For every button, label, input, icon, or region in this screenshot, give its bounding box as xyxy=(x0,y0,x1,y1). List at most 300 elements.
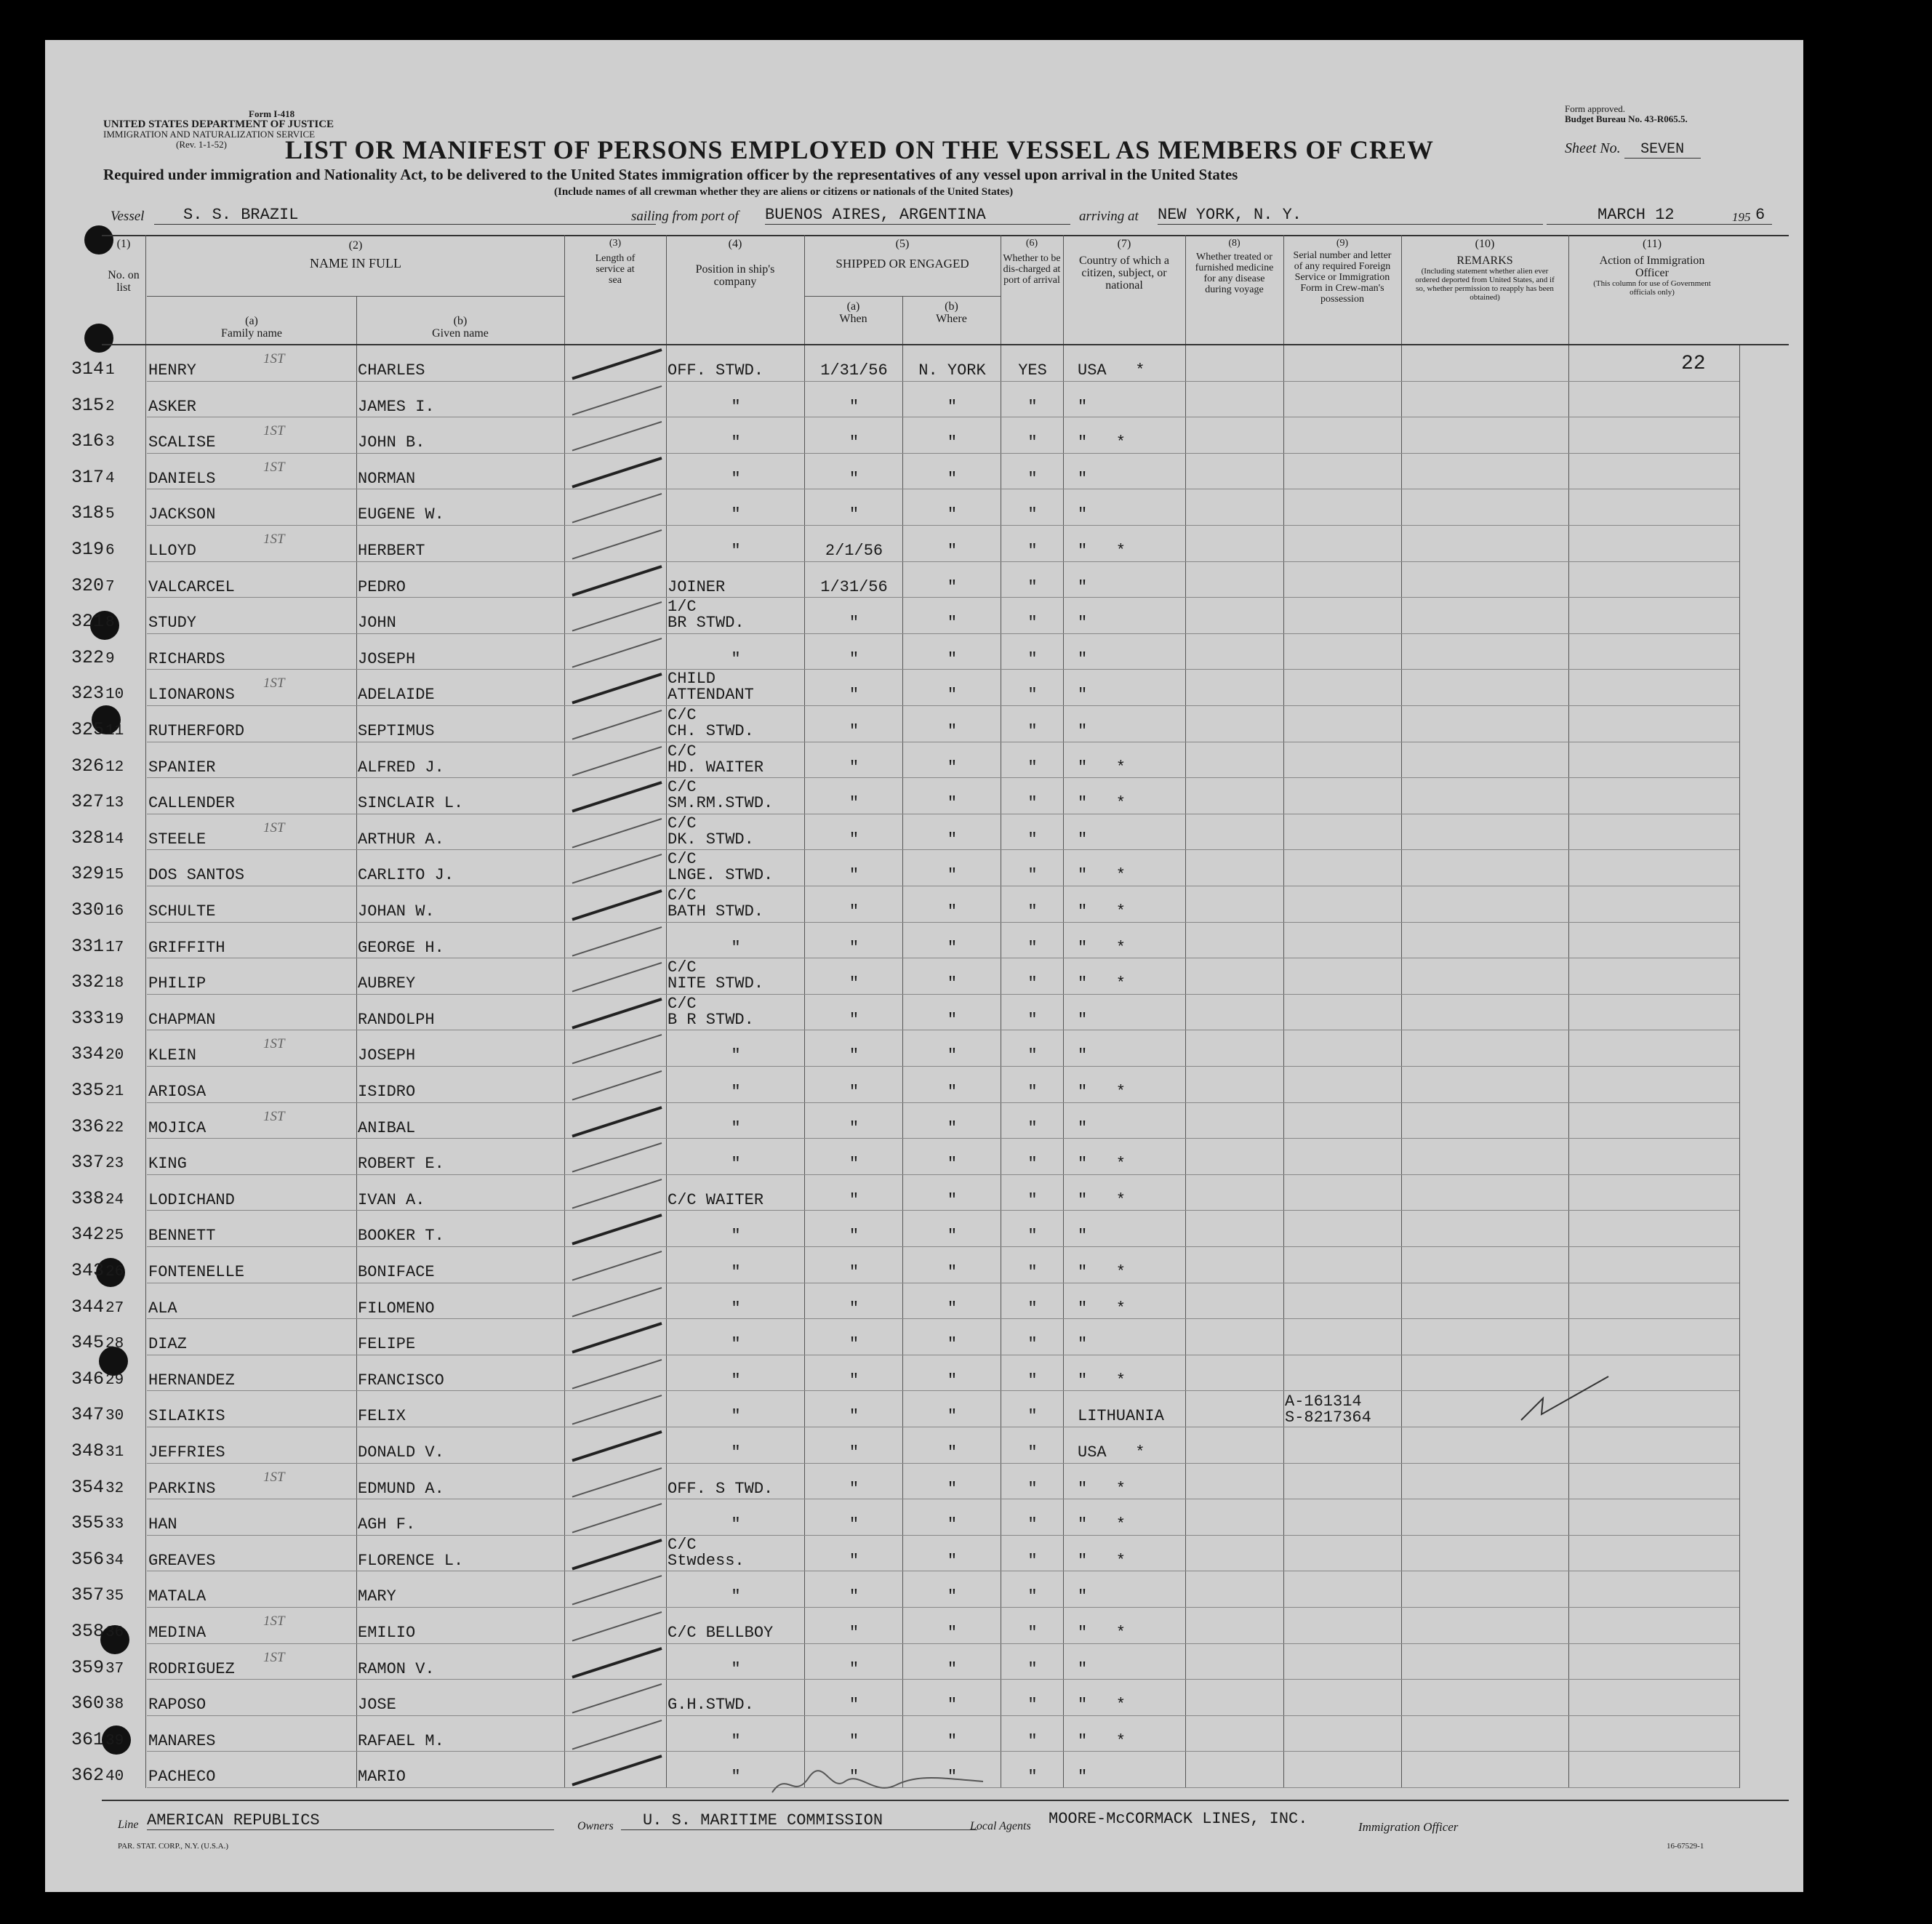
check-mark xyxy=(1514,1369,1616,1427)
discharged: " xyxy=(1027,469,1038,488)
given-name: AGH F. xyxy=(358,1515,416,1534)
country: " * xyxy=(1078,902,1126,921)
handwritten-mark: 1ST xyxy=(263,819,285,835)
position: " xyxy=(731,1227,741,1246)
discharged: " xyxy=(1027,505,1038,524)
table-row xyxy=(45,1427,1739,1464)
position: " xyxy=(731,1443,741,1462)
position: OFF. STWD. xyxy=(668,361,764,380)
form-code: 16-67529-1 xyxy=(1667,1842,1704,1851)
service-tick xyxy=(569,1355,670,1392)
table-row xyxy=(45,454,1739,490)
service-tick xyxy=(569,345,670,382)
discharged: " xyxy=(1027,1083,1038,1101)
shipped-when: " xyxy=(849,1551,859,1570)
shipped-when: " xyxy=(849,830,859,849)
family-name: LLOYD xyxy=(148,542,197,560)
shipped-when: " xyxy=(849,1407,859,1426)
family-name: MATALA xyxy=(148,1587,207,1606)
country: " xyxy=(1078,686,1088,705)
row-number xyxy=(71,1332,124,1353)
given-name: BONIFACE xyxy=(358,1263,435,1281)
col3-header: (3) Length of service at sea xyxy=(595,238,636,286)
discharged: " xyxy=(1027,866,1038,885)
list-no: 13 xyxy=(105,795,124,812)
list-ref: 342 xyxy=(71,1224,105,1246)
family-name: JACKSON xyxy=(148,505,216,524)
discharged: " xyxy=(1027,649,1038,668)
discharged: " xyxy=(1027,938,1038,957)
list-ref: 355 xyxy=(71,1512,105,1534)
family-name: LODICHAND xyxy=(148,1190,235,1209)
shipped-when: 2/1/56 xyxy=(825,542,883,560)
discharged: " xyxy=(1027,1010,1038,1029)
discharged: " xyxy=(1027,397,1038,416)
date-value: MARCH 12 xyxy=(1547,206,1772,225)
list-ref: 325 xyxy=(71,719,105,740)
sailing-label: sailing from port of xyxy=(631,209,739,224)
country: " * xyxy=(1078,1155,1126,1174)
list-no: 2 xyxy=(105,398,115,415)
country: " * xyxy=(1078,1371,1126,1390)
header-top-rule xyxy=(102,235,1789,236)
shipped-when: " xyxy=(849,866,859,885)
list-ref: 319 xyxy=(71,539,105,560)
shipped-when: " xyxy=(849,1299,859,1318)
table-row xyxy=(45,526,1739,562)
family-name: DANIELS xyxy=(148,469,216,488)
list-ref: 346 xyxy=(71,1368,105,1390)
service-tick xyxy=(569,562,670,598)
position: " xyxy=(731,469,741,488)
given-name: GEORGE H. xyxy=(358,938,444,957)
discharged: " xyxy=(1027,1587,1038,1606)
row-number xyxy=(71,1512,124,1534)
table-row xyxy=(45,742,1739,779)
handwritten-mark: 1ST xyxy=(263,676,285,692)
vessel-label: Vessel xyxy=(111,209,145,224)
row-number xyxy=(71,899,124,921)
table-row xyxy=(45,958,1739,995)
country: " xyxy=(1078,1010,1088,1029)
table-row xyxy=(45,886,1739,923)
shipped-when: 1/31/56 xyxy=(820,361,888,380)
table-row xyxy=(45,850,1739,886)
row-number xyxy=(71,647,115,668)
discharged: " xyxy=(1027,1263,1038,1281)
handwritten-mark: 1ST xyxy=(263,532,285,547)
list-ref: 335 xyxy=(71,1080,105,1101)
row-number xyxy=(71,1188,124,1209)
given-name: JOSEPH xyxy=(358,649,416,668)
row-number xyxy=(71,467,115,488)
service-tick xyxy=(569,1464,670,1500)
list-ref: 323 xyxy=(71,683,105,705)
discharged: " xyxy=(1027,1118,1038,1137)
list-ref: 331 xyxy=(71,935,105,957)
row-number xyxy=(71,395,115,416)
row-number xyxy=(71,755,124,777)
shipped-where: " xyxy=(947,902,958,921)
list-ref: 362 xyxy=(71,1765,105,1787)
table-row xyxy=(45,1608,1739,1644)
col2b-header: (b) Given name xyxy=(432,315,489,340)
position: " xyxy=(731,505,741,524)
position: C/C BATH STWD. xyxy=(668,888,764,920)
list-ref: 334 xyxy=(71,1043,105,1065)
hdr-rule xyxy=(902,296,903,344)
row-number xyxy=(71,1260,124,1281)
country: " xyxy=(1078,1659,1088,1678)
list-ref: 361 xyxy=(71,1728,105,1750)
shipped-when: " xyxy=(849,722,859,740)
list-no: 16 xyxy=(105,903,124,920)
shipped-where: " xyxy=(947,1263,958,1281)
service-tick xyxy=(569,1391,670,1427)
family-name: PHILIP xyxy=(148,974,207,993)
row-number xyxy=(71,1296,124,1318)
position: 1/C BR STWD. xyxy=(668,599,745,632)
shipped-where: " xyxy=(947,866,958,885)
handwritten-mark: 1ST xyxy=(263,459,285,475)
col4-header: (4) Position in ship's company xyxy=(695,238,775,288)
given-name: FLORENCE L. xyxy=(358,1551,464,1570)
shipped-where: " xyxy=(947,1335,958,1354)
shipped-when: " xyxy=(849,397,859,416)
list-no: 4 xyxy=(105,470,115,487)
given-name: DONALD V. xyxy=(358,1443,444,1462)
country: " * xyxy=(1078,1083,1126,1101)
discharged: " xyxy=(1027,686,1038,705)
service-tick xyxy=(569,995,670,1031)
service-tick xyxy=(569,1427,670,1464)
sailing-value: BUENOS AIRES, ARGENTINA xyxy=(765,206,1070,225)
discharged: " xyxy=(1027,830,1038,849)
list-no: 25 xyxy=(105,1227,124,1245)
shipped-where: " xyxy=(947,1551,958,1570)
table-row xyxy=(45,1247,1739,1283)
list-no: 20 xyxy=(105,1047,124,1065)
service-tick xyxy=(569,1139,670,1175)
shipped-where: " xyxy=(947,722,958,740)
country: " * xyxy=(1078,1263,1126,1281)
country: " * xyxy=(1078,542,1126,560)
row-number xyxy=(71,430,115,452)
country: " * xyxy=(1078,1696,1126,1715)
country: " * xyxy=(1078,974,1126,993)
country: " * xyxy=(1078,1515,1126,1534)
family-name: MANARES xyxy=(148,1731,216,1750)
row-number xyxy=(71,791,124,812)
col7-header: (7) Country of which a citizen, subject, or national xyxy=(1079,238,1169,292)
shipped-when: " xyxy=(849,686,859,705)
country: " * xyxy=(1078,758,1126,777)
list-ref: 318 xyxy=(71,502,105,524)
shipped-where: " xyxy=(947,758,958,777)
family-name: VALCARCEL xyxy=(148,577,235,596)
service-tick xyxy=(569,778,670,814)
form-number: Form I-418 xyxy=(249,108,295,119)
revision: (Rev. 1-1-52) xyxy=(176,139,227,150)
list-no: 39 xyxy=(105,1732,124,1749)
discharged: " xyxy=(1027,1407,1038,1426)
position: " xyxy=(731,649,741,668)
hdr-rule xyxy=(356,296,357,344)
family-name: CHAPMAN xyxy=(148,1010,216,1029)
action-value: 22 xyxy=(1681,353,1706,375)
family-name: SCHULTE xyxy=(148,902,216,921)
hdr-rule xyxy=(145,235,146,344)
table-row xyxy=(45,995,1739,1031)
hdr-rule xyxy=(1568,235,1569,344)
country: " xyxy=(1078,505,1088,524)
service-tick xyxy=(569,742,670,779)
family-name: HERNANDEZ xyxy=(148,1371,235,1390)
list-no: 40 xyxy=(105,1768,124,1786)
table-row xyxy=(45,1536,1739,1572)
list-no: 6 xyxy=(105,542,115,559)
row-number xyxy=(71,1693,124,1714)
shipped-where: N. YORK xyxy=(918,361,986,380)
given-name: PEDRO xyxy=(358,577,406,596)
position: CHILD ATTENDANT xyxy=(668,671,754,704)
country: " xyxy=(1078,1587,1088,1606)
list-no: 38 xyxy=(105,1696,124,1714)
handwritten-mark: 1ST xyxy=(263,423,285,439)
discharged: " xyxy=(1027,1551,1038,1570)
given-name: JOHAN W. xyxy=(358,902,435,921)
service-tick xyxy=(569,814,670,851)
row-number xyxy=(71,1043,124,1065)
country: " xyxy=(1078,1227,1088,1246)
shipped-where: " xyxy=(947,1046,958,1065)
owners-label: Owners xyxy=(577,1820,614,1832)
family-name: STEELE xyxy=(148,830,207,849)
list-no: 36 xyxy=(105,1624,124,1641)
service-tick xyxy=(569,1103,670,1139)
country: " xyxy=(1078,1118,1088,1137)
table-row xyxy=(45,1680,1739,1716)
col2a-header: (a) Family name xyxy=(221,315,282,340)
row-number xyxy=(71,1729,124,1750)
shipped-where: " xyxy=(947,1515,958,1534)
shipped-when: " xyxy=(849,758,859,777)
list-no: 32 xyxy=(105,1480,124,1497)
service-tick xyxy=(569,1499,670,1536)
shipped-when: " xyxy=(849,505,859,524)
given-name: ISIDRO xyxy=(358,1083,416,1101)
shipped-where: " xyxy=(947,1407,958,1426)
footer xyxy=(118,1808,1790,1837)
service-tick xyxy=(569,1716,670,1752)
service-tick xyxy=(569,886,670,923)
shipped-where: " xyxy=(947,1624,958,1642)
position: G.H.STWD. xyxy=(668,1696,754,1715)
arriving-label: arriving at xyxy=(1079,209,1139,224)
row-number xyxy=(71,936,124,957)
shipped-when: " xyxy=(849,1443,859,1462)
position: " xyxy=(731,1263,741,1281)
list-no: 10 xyxy=(105,686,124,704)
given-name: IVAN A. xyxy=(358,1190,425,1209)
position: C/C HD. WAITER xyxy=(668,743,764,776)
given-name: CHARLES xyxy=(358,361,425,380)
service-tick xyxy=(569,1211,670,1247)
family-name: GRIFFITH xyxy=(148,938,225,957)
given-name: ROBERT E. xyxy=(358,1155,444,1174)
service-tick xyxy=(569,958,670,995)
list-no: 27 xyxy=(105,1299,124,1317)
position: " xyxy=(731,542,741,560)
table-row xyxy=(45,1211,1739,1247)
shipped-where: " xyxy=(947,974,958,993)
service-tick xyxy=(569,1536,670,1572)
discharged: " xyxy=(1027,1371,1038,1390)
table-row xyxy=(45,598,1739,634)
handwritten-mark: 1ST xyxy=(263,1108,285,1124)
list-no: 5 xyxy=(105,506,115,524)
shipped-when: " xyxy=(849,614,859,633)
country: " * xyxy=(1078,1299,1126,1318)
given-name: JOHN B. xyxy=(358,433,425,452)
position: " xyxy=(731,1768,741,1787)
country: LITHUANIA xyxy=(1078,1407,1164,1426)
sheet-value: SEVEN xyxy=(1624,141,1701,159)
list-ref: 347 xyxy=(71,1404,105,1426)
shipped-when: " xyxy=(849,1587,859,1606)
country: " * xyxy=(1078,938,1126,957)
position: C/C LNGE. STWD. xyxy=(668,851,774,884)
table-row xyxy=(45,1283,1739,1320)
list-no: 35 xyxy=(105,1588,124,1606)
budget-bureau: Budget Bureau No. 43-R065.5. xyxy=(1565,113,1688,124)
country: " * xyxy=(1078,866,1126,885)
department: UNITED STATES DEPARTMENT OF JUSTICE xyxy=(103,119,334,130)
family-name: STUDY xyxy=(148,614,197,633)
family-name: BENNETT xyxy=(148,1227,216,1246)
table-row xyxy=(45,1716,1739,1752)
service-tick xyxy=(569,1608,670,1644)
service-tick xyxy=(569,923,670,959)
discharged: " xyxy=(1027,1768,1038,1787)
discharged: " xyxy=(1027,577,1038,596)
shipped-where: " xyxy=(947,1731,958,1750)
list-no: 31 xyxy=(105,1444,124,1461)
family-name: KING xyxy=(148,1155,187,1174)
shipped-when: " xyxy=(849,902,859,921)
shipped-when: " xyxy=(849,1263,859,1281)
list-ref: 356 xyxy=(71,1548,105,1570)
shipped-where: " xyxy=(947,469,958,488)
row-number xyxy=(71,1224,124,1245)
shipped-where: " xyxy=(947,577,958,596)
country: " * xyxy=(1078,1624,1126,1642)
table-row xyxy=(45,1067,1739,1103)
discharged: " xyxy=(1027,1659,1038,1678)
shipped-when: " xyxy=(849,1155,859,1174)
list-ref: 317 xyxy=(71,466,105,488)
list-no: 8 xyxy=(105,614,115,632)
hdr-rule xyxy=(666,235,667,344)
family-name: RODRIGUEZ xyxy=(148,1659,235,1678)
discharged: " xyxy=(1027,614,1038,633)
col2-split xyxy=(147,296,564,297)
shipped-when: " xyxy=(849,1335,859,1354)
shipped-when: " xyxy=(849,1624,859,1642)
row-number xyxy=(71,683,124,704)
shipped-where: " xyxy=(947,649,958,668)
position: " xyxy=(731,1587,741,1606)
list-ref: 354 xyxy=(71,1476,105,1498)
row-number xyxy=(71,1621,124,1642)
row-number xyxy=(71,1152,124,1173)
position: " xyxy=(731,433,741,452)
shipped-where: " xyxy=(947,1443,958,1462)
given-name: SEPTIMUS xyxy=(358,722,435,740)
country: " xyxy=(1078,649,1088,668)
given-name: MARY xyxy=(358,1587,396,1606)
given-name: RANDOLPH xyxy=(358,1010,435,1029)
shipped-where: " xyxy=(947,1190,958,1209)
shipped-where: " xyxy=(947,1768,958,1787)
shipped-where: " xyxy=(947,1299,958,1318)
table-row xyxy=(45,1319,1739,1355)
shipped-when: " xyxy=(849,974,859,993)
row-number xyxy=(71,1549,124,1570)
agents-label: Local Agents xyxy=(970,1820,1031,1832)
family-name: KLEIN xyxy=(148,1046,197,1065)
position: " xyxy=(731,1659,741,1678)
discharged: " xyxy=(1027,1479,1038,1498)
discharged: " xyxy=(1027,1624,1038,1642)
list-no: 15 xyxy=(105,867,124,884)
hdr-rule xyxy=(1401,235,1402,344)
service-tick xyxy=(569,1752,670,1788)
list-ref: 344 xyxy=(71,1296,105,1318)
country: " xyxy=(1078,1335,1088,1354)
row-number xyxy=(71,358,115,380)
column-rule xyxy=(1739,345,1740,1788)
shipped-where: " xyxy=(947,1659,958,1678)
country: " * xyxy=(1078,794,1126,813)
given-name: JAMES I. xyxy=(358,397,435,416)
given-name: JOSE xyxy=(358,1696,396,1715)
family-name: MEDINA xyxy=(148,1624,207,1642)
arriving-value: NEW YORK, N. Y. xyxy=(1158,206,1543,225)
country: " * xyxy=(1078,1190,1126,1209)
given-name: EMILIO xyxy=(358,1624,416,1642)
given-name: NORMAN xyxy=(358,469,416,488)
position: C/C SM.RM.STWD. xyxy=(668,779,774,812)
col6-header: (6) Whether to be dis-charged at port of arrival xyxy=(1003,238,1061,286)
shipped-where: " xyxy=(947,397,958,416)
service-tick xyxy=(569,1680,670,1716)
service-tick xyxy=(569,1319,670,1355)
list-no: 26 xyxy=(105,1264,124,1280)
discharged: " xyxy=(1027,433,1038,452)
line-label: Line xyxy=(118,1819,139,1831)
table-row xyxy=(45,417,1739,454)
handwritten-mark: 1ST xyxy=(263,1469,285,1485)
shipped-when: " xyxy=(849,469,859,488)
service-tick xyxy=(569,1644,670,1680)
row-number xyxy=(71,1440,124,1462)
year-prefix: 195 xyxy=(1732,210,1751,224)
handwritten-mark: 1ST xyxy=(263,1614,285,1629)
country: " xyxy=(1078,722,1088,740)
table-row xyxy=(45,814,1739,851)
country: " xyxy=(1078,577,1088,596)
